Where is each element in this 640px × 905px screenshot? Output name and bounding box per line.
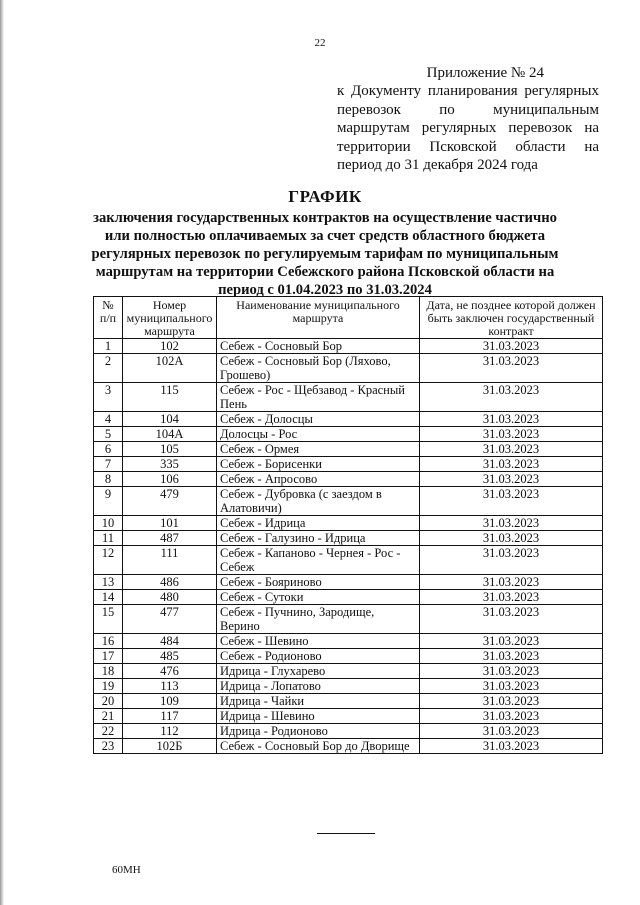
table-row [94,546,603,575]
table-row [94,412,603,427]
row-number: 8 [94,472,123,487]
contract-date: 31.03.2023 [420,427,603,442]
table-row [94,679,603,694]
table-header-row [94,297,603,339]
route-code: 112 [123,724,217,739]
route-name: Себеж - Пучнино, Зародище, Верино [217,605,420,634]
table-row [94,634,603,649]
route-code: 485 [123,649,217,664]
table-row [94,516,603,531]
route-code: 479 [123,487,217,516]
contract-date: 31.03.2023 [420,709,603,724]
route-code: 484 [123,634,217,649]
table-row [94,383,603,412]
row-number: 23 [94,739,123,754]
footer-code: 60МН [112,864,141,876]
route-name: Себеж - Борисенки [217,457,420,472]
route-name: Себеж - Идрица [217,516,420,531]
table-row [94,354,603,383]
route-code: 113 [123,679,217,694]
row-number: 17 [94,649,123,664]
route-code: 487 [123,531,217,546]
document-heading [80,187,570,299]
contract-date: 31.03.2023 [420,546,603,575]
route-code: 111 [123,546,217,575]
row-number: 1 [94,339,123,354]
table-row [94,694,603,709]
appendix-body: к Документу планирования регулярных перевозок по муниципальным маршрутам регулярных перевозок на территории Псковской области на период до 31 декабря 2024 года [337,83,599,174]
appendix-block [337,64,599,174]
route-name: Себеж - Шевино [217,634,420,649]
contract-date: 31.03.2023 [420,339,603,354]
contract-date: 31.03.2023 [420,472,603,487]
table-row [94,649,603,664]
route-name: Себеж - Родионово [217,649,420,664]
row-number: 14 [94,590,123,605]
route-code: 480 [123,590,217,605]
contract-date: 31.03.2023 [420,590,603,605]
scan-edge [0,0,4,905]
row-number: 11 [94,531,123,546]
routes-table-body [94,339,603,754]
contract-date: 31.03.2023 [420,739,603,754]
contract-date: 31.03.2023 [420,694,603,709]
contract-date: 31.03.2023 [420,605,603,634]
route-code: 102А [123,354,217,383]
route-name: Идрица - Родионово [217,724,420,739]
header-date: Дата, не позднее которой должен быть заключен государственный контракт [420,297,603,339]
row-number: 13 [94,575,123,590]
contract-date: 31.03.2023 [420,649,603,664]
route-name: Идрица - Глухарево [217,664,420,679]
contract-date: 31.03.2023 [420,724,603,739]
table-row [94,442,603,457]
header-name: Наименование муниципального маршрута [217,297,420,339]
row-number: 15 [94,605,123,634]
row-number: 3 [94,383,123,412]
contract-date: 31.03.2023 [420,679,603,694]
route-code: 102Б [123,739,217,754]
row-number: 18 [94,664,123,679]
table-row [94,575,603,590]
route-name: Идрица - Шевино [217,709,420,724]
row-number: 21 [94,709,123,724]
route-name: Себеж - Дубровка (с заездом в Алатовичи) [217,487,420,516]
table-row [94,339,603,354]
route-name: Себеж - Галузино - Идрица [217,531,420,546]
contract-date: 31.03.2023 [420,412,603,427]
route-name: Себеж - Сутоки [217,590,420,605]
contract-date: 31.03.2023 [420,516,603,531]
contract-date: 31.03.2023 [420,457,603,472]
route-code: 335 [123,457,217,472]
contract-date: 31.03.2023 [420,575,603,590]
route-code: 109 [123,694,217,709]
route-name: Себеж - Бояриново [217,575,420,590]
table-row [94,590,603,605]
row-number: 2 [94,354,123,383]
table-row [94,472,603,487]
route-name: Себеж - Апросово [217,472,420,487]
table-row [94,531,603,546]
contract-date: 31.03.2023 [420,531,603,546]
table-row [94,709,603,724]
row-number: 22 [94,724,123,739]
route-code: 102 [123,339,217,354]
route-code: 115 [123,383,217,412]
table-row [94,487,603,516]
route-code: 106 [123,472,217,487]
route-name: Себеж - Сосновый Бор (Ляхово, Грошево) [217,354,420,383]
row-number: 6 [94,442,123,457]
contract-date: 31.03.2023 [420,442,603,457]
table-row [94,605,603,634]
table-row [94,739,603,754]
row-number: 5 [94,427,123,442]
route-name: Себеж - Долосцы [217,412,420,427]
routes-table [93,296,603,754]
contract-date: 31.03.2023 [420,487,603,516]
route-name: Себеж - Сосновый Бор до Дворище [217,739,420,754]
route-code: 101 [123,516,217,531]
appendix-title: Приложение № 24 [426,65,544,81]
route-name: Долосцы - Рос [217,427,420,442]
header-code: Номер муниципального маршрута [123,297,217,339]
route-code: 104А [123,427,217,442]
header-num: № п/п [94,297,123,339]
contract-date: 31.03.2023 [420,354,603,383]
table-row [94,664,603,679]
route-code: 105 [123,442,217,457]
row-number: 19 [94,679,123,694]
table-row [94,724,603,739]
route-name: Идрица - Чайки [217,694,420,709]
table-row [94,427,603,442]
row-number: 12 [94,546,123,575]
row-number: 7 [94,457,123,472]
route-name: Себеж - Сосновый Бор [217,339,420,354]
route-name: Себеж - Рос - Щебзавод - Красный Пень [217,383,420,412]
heading-title: ГРАФИК [288,187,362,206]
route-code: 104 [123,412,217,427]
row-number: 10 [94,516,123,531]
route-name: Себеж - Капаново - Чернея - Рос - Себеж [217,546,420,575]
contract-date: 31.03.2023 [420,664,603,679]
route-code: 117 [123,709,217,724]
contract-date: 31.03.2023 [420,383,603,412]
row-number: 20 [94,694,123,709]
heading-subtitle: заключения государственных контрактов на осуществление частично или полностью оплачиваемых за счет средств областного бюджета регулярных перевозок по регулируемым тарифам по муниципальным маршрутам на территории Себежского района Псковской области на период с 01.04.2023 по 31.03.2024 [91,210,559,298]
table-row [94,457,603,472]
row-number: 4 [94,412,123,427]
route-name: Идрица - Лопатово [217,679,420,694]
page-number: 22 [314,37,326,49]
row-number: 16 [94,634,123,649]
separator-line [317,833,375,834]
route-code: 477 [123,605,217,634]
row-number: 9 [94,487,123,516]
route-code: 486 [123,575,217,590]
route-name: Себеж - Ормея [217,442,420,457]
contract-date: 31.03.2023 [420,634,603,649]
route-code: 476 [123,664,217,679]
